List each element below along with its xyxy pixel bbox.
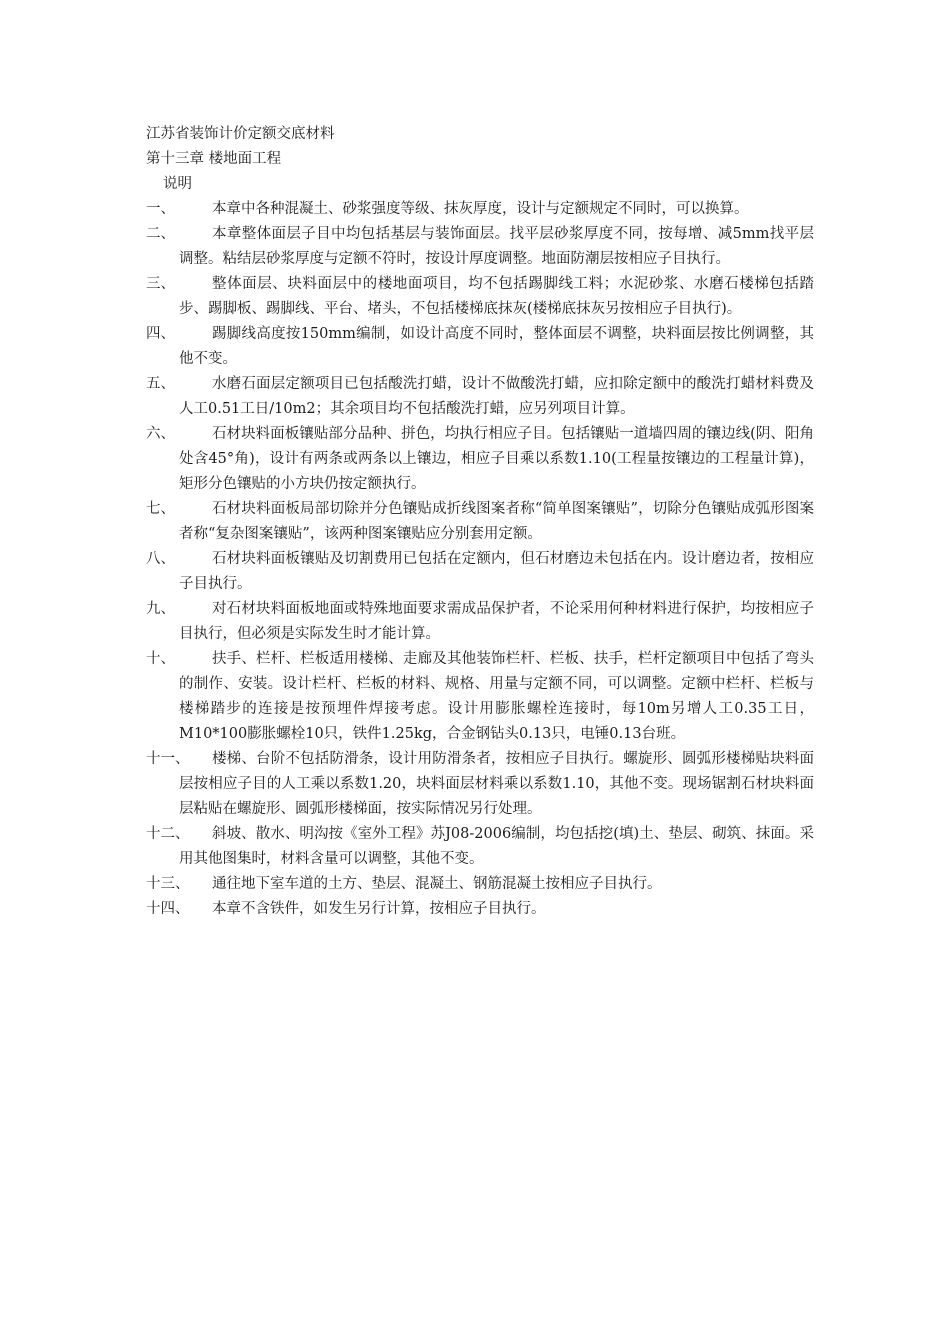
list-item [146, 322, 814, 372]
document-title: 江苏省装饰计价定额交底材料 [146, 126, 335, 142]
item-text: 本章不含铁件，如发生另行计算，按相应子目执行。 [212, 901, 546, 917]
item-number: 十三、 [146, 876, 190, 892]
clause-list [146, 197, 814, 922]
list-item [146, 647, 814, 747]
list-item [146, 547, 814, 597]
item-number: 七、 [146, 501, 175, 517]
list-item [146, 422, 814, 497]
item-text: 石材块料面板局部切除并分色镶贴成折线图案者称“简单图案镶贴”，切除分色镶贴成弧形图案者称“复杂图案镶贴”，该两种图案镶贴应分别套用定额。 [179, 501, 814, 542]
item-text: 楼梯、台阶不包括防滑条，设计用防滑条者，按相应子目执行。螺旋形、圆弧形楼梯贴块料面层按相应子目的人工乘以系数1.20，块料面层材料乘以系数1.10，其他不变。现场锯割石材块料面层粘贴在螺旋形、圆弧形楼梯面，按实际情况另行处理。 [179, 751, 814, 817]
list-item [146, 197, 814, 222]
item-number: 六、 [146, 426, 175, 442]
list-item [146, 372, 814, 422]
list-item [146, 272, 814, 322]
item-number: 九、 [146, 601, 175, 617]
list-item [146, 597, 814, 647]
item-text: 整体面层、块料面层中的楼地面项目，均不包括踢脚线工料；水泥砂浆、水磨石楼梯包括踏步、踢脚板、踢脚线、平台、堵头，不包括楼梯底抹灰(楼梯底抹灰另按相应子目执行)。 [179, 276, 814, 317]
list-item [146, 497, 814, 547]
item-number: 四、 [146, 326, 175, 342]
item-number: 八、 [146, 551, 175, 567]
item-text: 通往地下室车道的土方、垫层、混凝土、钢筋混凝土按相应子目执行。 [212, 876, 662, 892]
item-number: 五、 [146, 376, 175, 392]
item-text: 本章整体面层子目中均包括基层与装饰面层。找平层砂浆厚度不同，按每增、减5mm找平层调整。粘结层砂浆厚度与定额不符时，按设计厚度调整。地面防潮层按相应子目执行。 [179, 226, 814, 267]
item-number: 十、 [146, 651, 175, 667]
item-text: 石材块料面板镶贴部分品种、拼色，均执行相应子目。包括镶贴一道墙四周的镶边线(阴、阳角处含45°角)，设计有两条或两条以上镶边，相应子目乘以系数1.10(工程量按镶边的工程量计算)，矩形分色镶贴的小方块仍按定额执行。 [179, 426, 814, 492]
item-number: 十四、 [146, 901, 190, 917]
document-page [146, 122, 814, 922]
item-text: 扶手、栏杆、栏板适用楼梯、走廊及其他装饰栏杆、栏板、扶手，栏杆定额项目中包括了弯头的制作、安装。设计栏杆、栏板的材料、规格、用量与定额不同，可以调整。定额中栏杆、栏板与楼梯踏步的连接是按预埋件焊接考虑。设计用膨胀螺栓连接时，每10m另增人工0.35工日，M10*100膨胀螺栓10只，铁件1.25kg，合金钢钻头0.13只，电锤0.13台班。 [179, 651, 814, 742]
item-text: 踢脚线高度按150mm编制，如设计高度不同时，整体面层不调整，块料面层按比例调整，其他不变。 [179, 326, 814, 367]
item-text: 斜坡、散水、明沟按《室外工程》苏J08-2006编制，均包括挖(填)土、垫层、砌筑、抹面。采用其他图集时，材料含量可以调整，其他不变。 [179, 826, 814, 867]
item-number: 二、 [146, 226, 175, 242]
section-label: 说明 [163, 176, 192, 192]
list-item [146, 897, 814, 922]
item-number: 三、 [146, 276, 175, 292]
list-item [146, 822, 814, 872]
chapter-title: 第十三章 楼地面工程 [146, 151, 282, 167]
item-number: 十一、 [146, 751, 190, 767]
list-item [146, 747, 814, 822]
list-item [146, 222, 814, 272]
item-text: 本章中各种混凝土、砂浆强度等级、抹灰厚度，设计与定额规定不同时，可以换算。 [212, 201, 749, 217]
item-text: 对石材块料面板地面或特殊地面要求需成品保护者，不论采用何种材料进行保护，均按相应子目执行，但必须是实际发生时才能计算。 [179, 601, 814, 642]
list-item [146, 872, 814, 897]
item-number: 一、 [146, 201, 175, 217]
item-text: 水磨石面层定额项目已包括酸洗打蜡，设计不做酸洗打蜡，应扣除定额中的酸洗打蜡材料费及人工0.51工日/10m2；其余项目均不包括酸洗打蜡，应另列项目计算。 [179, 376, 814, 417]
item-text: 石材块料面板镶贴及切割费用已包括在定额内，但石材磨边未包括在内。设计磨边者，按相应子目执行。 [179, 551, 814, 592]
item-number: 十二、 [146, 826, 190, 842]
